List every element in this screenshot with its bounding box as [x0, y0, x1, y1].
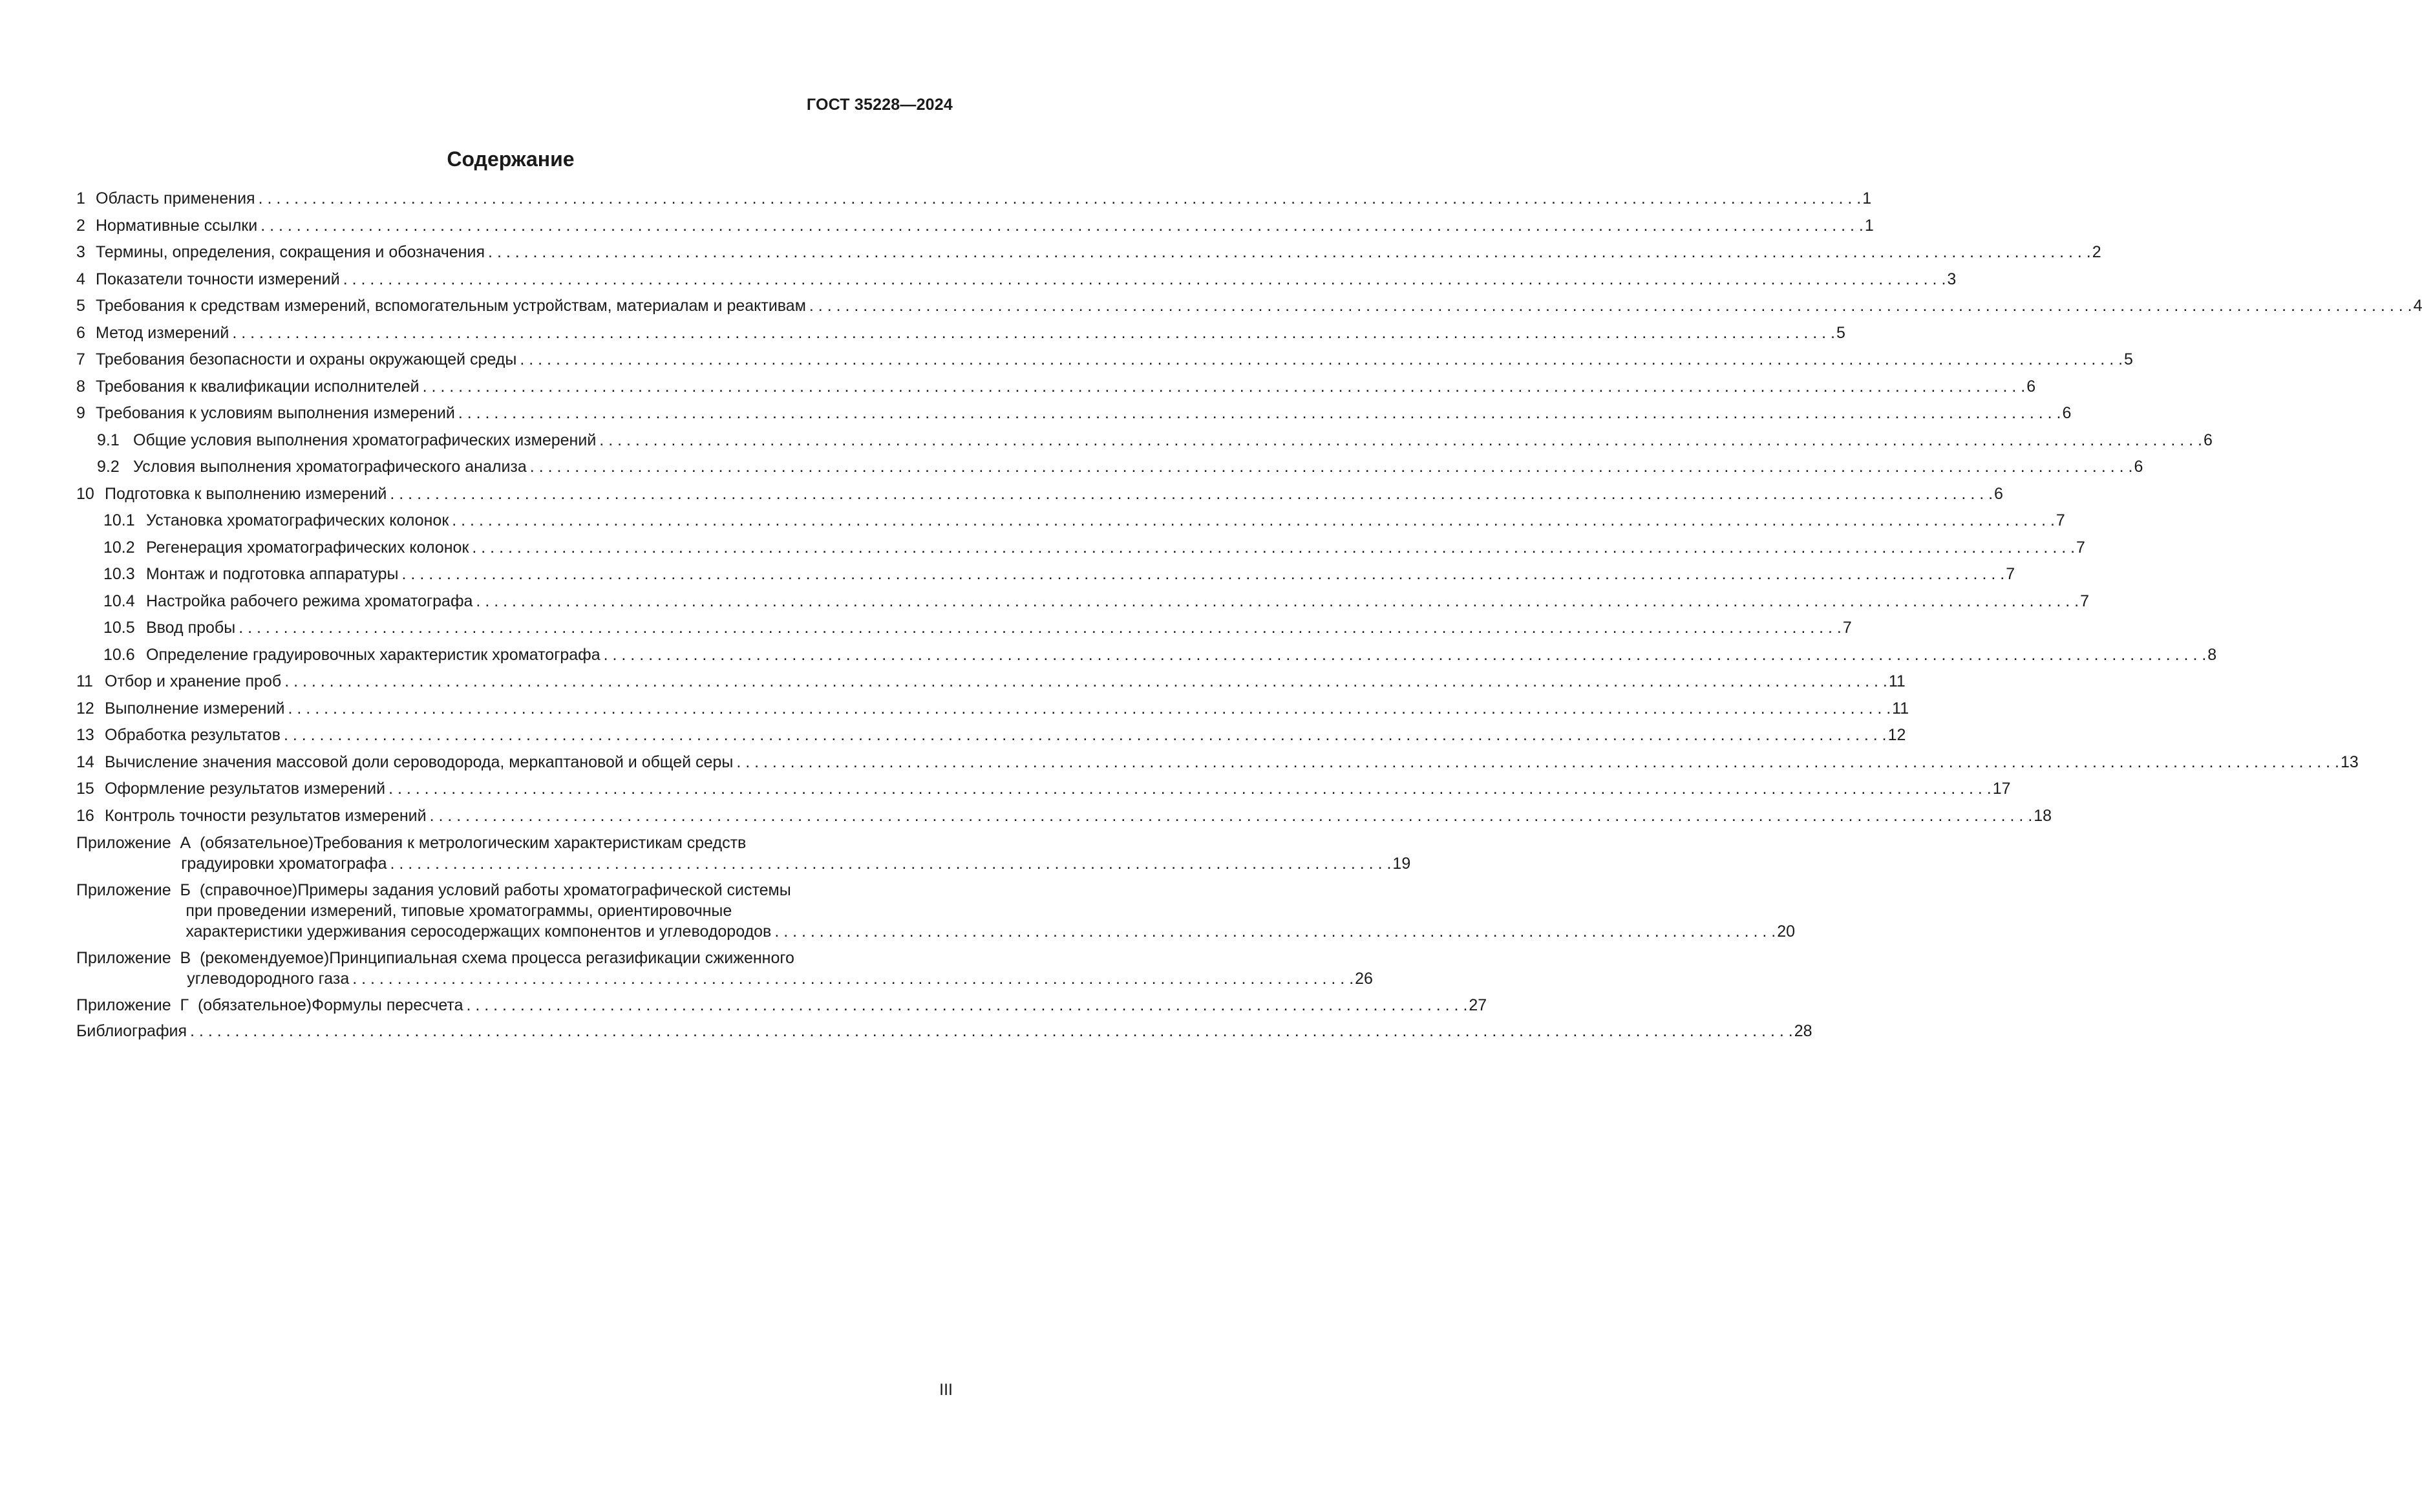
toc-item-number: 2 [76, 216, 85, 235]
dot-leader [530, 457, 2133, 476]
toc-item-number: 10.1 [103, 511, 135, 529]
dot-leader [472, 538, 2075, 557]
toc-item-page: 1 [1862, 189, 1872, 208]
appendix-title-line: характеристики удерживания серосодержащих компонентов и углеводородов [186, 922, 772, 941]
toc-item-1[interactable] [76, 189, 1872, 208]
toc-item-page: 13 [2340, 752, 2359, 771]
toc-item-15[interactable] [76, 779, 2011, 798]
toc-item-number: 11 [76, 672, 93, 690]
toc-item-7[interactable] [76, 350, 2133, 369]
toc-item-16[interactable] [76, 806, 2052, 825]
toc-item-number: 10.3 [103, 565, 135, 583]
appendix-label: Приложение Г (обязательное) [76, 996, 312, 1014]
appendix-label: Приложение В (рекомендуемое) [76, 949, 330, 967]
toc-item-12[interactable] [76, 699, 1909, 718]
dot-leader [232, 323, 1835, 343]
dot-leader [190, 1021, 1793, 1041]
toc-item-number: 10.4 [103, 591, 135, 610]
appendix-page: 19 [1392, 855, 1411, 873]
toc-item-10-6[interactable] [76, 645, 2217, 665]
toc-item-page: 11 [1892, 699, 1909, 718]
toc-item-title: Требования к квалификации исполнителей [96, 377, 420, 396]
page-title: Содержание [447, 147, 575, 171]
toc-item-page: 6 [1994, 484, 2003, 503]
toc-item-number: 9.1 [97, 431, 120, 449]
toc-item-page: 12 [1887, 726, 1906, 744]
toc-item-number: 1 [76, 189, 85, 208]
dot-leader [809, 296, 2412, 315]
appendix-title-line: Формулы пересчета [312, 996, 463, 1014]
toc-item-number: 10.5 [103, 619, 135, 637]
dot-leader [774, 921, 1776, 942]
toc-item-number: 13 [76, 726, 94, 744]
dot-leader [388, 779, 1992, 798]
toc-item-10[interactable] [76, 484, 2003, 504]
toc-item-title: Обработка результатов [105, 726, 281, 744]
toc-item-title: Отбор и хранение проб [105, 672, 282, 690]
dot-leader [259, 189, 1862, 208]
appendix-page: 20 [1777, 922, 1796, 941]
toc-item-11[interactable] [76, 672, 1906, 691]
toc-item-title: Нормативные ссылки [96, 216, 258, 235]
appendix-title-line: градуировки хроматографа [181, 855, 387, 873]
dot-leader [390, 853, 1392, 874]
toc-item-13[interactable] [76, 725, 1906, 745]
toc-item-page: 8 [2207, 645, 2217, 664]
dot-leader [736, 752, 2339, 772]
toc-item-10-2[interactable] [76, 538, 2085, 557]
toc-item-title: Область применения [96, 189, 255, 208]
appendix-page: 26 [1355, 970, 1373, 988]
toc-item-title: Термины, определения, сокращения и обозначения [96, 243, 485, 261]
dot-leader [520, 350, 2123, 369]
dot-leader [352, 968, 1354, 989]
toc-item-page: 7 [2006, 565, 2015, 583]
toc-item-title: Общие условия выполнения хроматографических измерений [133, 431, 597, 449]
toc-item-page: 5 [1836, 323, 1845, 342]
toc-item-page: 6 [2026, 377, 2036, 396]
toc-item-title: Метод измерений [96, 323, 229, 342]
toc-appendix-v[interactable] [76, 948, 1373, 989]
toc-item-number: 12 [76, 699, 94, 718]
toc-item-14[interactable] [76, 752, 2359, 772]
toc-item-title: Регенерация хроматографических колонок [146, 538, 469, 557]
toc-item-page: 3 [1947, 270, 1957, 288]
toc-item-2[interactable] [76, 216, 1874, 235]
toc-bibliography[interactable] [76, 1021, 1812, 1041]
toc-item-page: 11 [1888, 672, 1906, 690]
toc-item-title: Условия выполнения хроматографического анализа [133, 458, 527, 476]
toc-item-page: 17 [1992, 780, 2011, 798]
appendix-title-line: углеводородного газа [187, 970, 350, 988]
toc-item-title: Монтаж и подготовка аппаратуры [146, 565, 399, 583]
table-of-contents [76, 189, 2422, 1049]
toc-item-page: 6 [2134, 458, 2143, 476]
toc-item-number: 10 [76, 484, 94, 503]
toc-item-number: 6 [76, 323, 85, 342]
toc-item-title: Ввод пробы [146, 619, 236, 637]
toc-item-5[interactable] [76, 296, 2422, 315]
dot-leader [476, 591, 2079, 611]
dot-leader [599, 431, 2202, 450]
toc-item-title: Контроль точности результатов измерений [105, 806, 427, 825]
toc-item-page: 6 [2203, 431, 2213, 449]
toc-item-number: 3 [76, 243, 85, 261]
dot-leader [343, 270, 1946, 289]
toc-item-number: 14 [76, 752, 94, 771]
dot-leader [452, 511, 2055, 530]
appendix-label: Приложение Б (справочное) [76, 881, 298, 899]
dot-leader [260, 216, 1864, 235]
toc-item-number: 16 [76, 806, 94, 825]
toc-item-page: 5 [2124, 350, 2133, 368]
page-number: III [939, 1381, 953, 1399]
toc-item-title: Определение градуировочных характеристик хроматографа [146, 645, 600, 664]
dot-leader [284, 672, 1887, 691]
toc-item-title: Выполнение измерений [105, 699, 285, 718]
appendix-title-line: при проведении измерений, типовые хроматограммы, ориентировочные [186, 902, 732, 920]
toc-item-10-4[interactable] [76, 591, 2089, 611]
dot-leader [458, 403, 2061, 423]
dot-leader [430, 806, 2033, 825]
toc-item-number: 8 [76, 377, 85, 396]
toc-item-page: 6 [2062, 404, 2072, 422]
dot-leader [423, 377, 2026, 396]
toc-item-number: 5 [76, 297, 85, 315]
toc-item-8[interactable] [76, 377, 2036, 396]
toc-item-number: 9.2 [97, 458, 120, 476]
toc-item-number: 15 [76, 780, 94, 798]
toc-item-page: 7 [2056, 511, 2065, 529]
toc-item-9[interactable] [76, 403, 2072, 423]
appendix-title-line: Принципиальная схема процесса регазификации сжиженного [329, 949, 794, 967]
toc-item-number: 4 [76, 270, 85, 288]
toc-item-page: 7 [2076, 538, 2085, 557]
toc-item-3[interactable] [76, 242, 2101, 262]
appendix-title-line: Требования к метрологическим характеристикам средств [313, 834, 747, 852]
standard-code: ГОСТ 35228—2024 [806, 96, 953, 114]
toc-item-10-5[interactable] [76, 618, 1852, 637]
dot-leader [488, 242, 2091, 262]
toc-item-title: Требования к средствам измерений, вспомогательным устройствам, материалам и реактивам [96, 297, 806, 315]
toc-item-page: 4 [2413, 297, 2422, 315]
toc-item-6[interactable] [76, 323, 1845, 343]
toc-item-10-3[interactable] [76, 564, 2015, 584]
toc-item-10-1[interactable] [76, 511, 2065, 530]
toc-item-title: Оформление результатов измерений [105, 780, 386, 798]
dot-leader [466, 995, 1467, 1016]
toc-item-title: Подготовка к выполнению измерений [105, 484, 387, 503]
toc-item-page: 2 [2092, 243, 2101, 261]
toc-item-title: Вычисление значения массовой доли сероводорода, меркаптановой и общей серы [105, 752, 734, 771]
toc-item-9-2[interactable] [76, 457, 2143, 476]
toc-item-4[interactable] [76, 270, 1957, 289]
toc-item-title: Установка хроматографических колонок [146, 511, 449, 529]
dot-leader [284, 725, 1887, 745]
toc-item-title: Библиография [76, 1022, 187, 1040]
toc-item-number: 10.6 [103, 645, 135, 664]
toc-item-title: Настройка рабочего режима хроматографа [146, 591, 473, 610]
toc-item-number: 7 [76, 350, 85, 368]
toc-appendix-b[interactable] [76, 880, 1796, 942]
toc-item-page: 7 [1842, 619, 1852, 637]
dot-leader [239, 618, 1842, 637]
toc-item-title: Требования к условиям выполнения измерений [96, 404, 455, 422]
toc-item-number: 10.2 [103, 538, 135, 557]
toc-item-page: 18 [2034, 806, 2052, 825]
appendix-page: 27 [1469, 996, 1487, 1014]
toc-item-page: 1 [1864, 216, 1874, 235]
dot-leader [390, 484, 1993, 504]
toc-item-title: Показатели точности измерений [96, 270, 340, 288]
dot-leader [402, 564, 2005, 584]
toc-item-page: 28 [1794, 1022, 1812, 1040]
toc-item-9-1[interactable] [76, 431, 2213, 450]
toc-item-number: 9 [76, 404, 85, 422]
dot-leader [288, 699, 1891, 718]
toc-appendix-g[interactable] [76, 995, 1487, 1016]
appendix-title-line: Примеры задания условий работы хроматографической системы [297, 881, 791, 899]
toc-item-page: 7 [2080, 591, 2089, 610]
appendix-label: Приложение А (обязательное) [76, 834, 314, 852]
toc-item-title: Требования безопасности и охраны окружающей среды [96, 350, 517, 368]
toc-appendix-a[interactable] [76, 833, 1411, 874]
dot-leader [604, 645, 2207, 665]
